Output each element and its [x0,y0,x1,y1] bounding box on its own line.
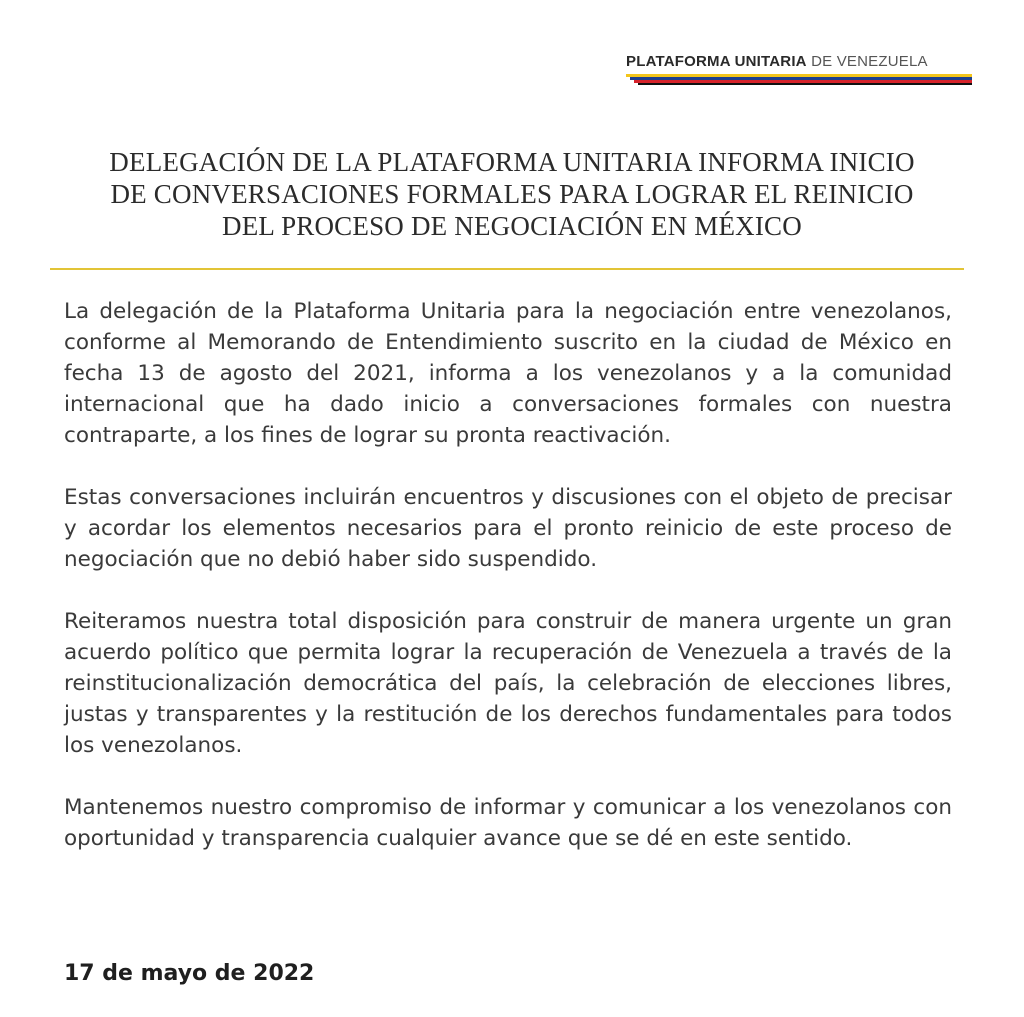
headline [60,146,964,242]
paragraph-3: Reiteramos nuestra total disposición para construir de manera urgente un gran acuerdo político que permita lograr la recuperación de Venezuela a través de la reinstitucionalización democrática del país, la celebración de elecciones libres, justas y transparentes y la restitución de los derechos fundamentales para todos los venezolanos. [64,609,952,758]
paragraph-4: Mantenemos nuestro compromiso de informar y comunicar a los venezolanos con oportunidad y transparencia cualquier avance que se dé en este sentido. [64,795,952,851]
headline-divider [50,268,964,270]
brand-logo [626,52,976,86]
stripe-black [638,83,972,85]
headline-line-1: DELEGACIÓN DE LA PLATAFORMA UNITARIA INFORMA INICIO [109,147,915,177]
paragraph-1: La delegación de la Plataforma Unitaria para la negociación entre venezolanos, conforme al Memorando de Entendimiento suscrito en la ciudad de México en fecha 13 de agosto del 2021, informa a los venezolanos y a la comunidad internacional que ha dado inicio a conversaciones formales con nuestra contraparte, a los fines de lograr su pronta reactivación. [64,299,952,448]
statement-date: 17 de mayo de 2022 [64,961,315,986]
brand-wordmark [626,52,976,72]
brand-name-light: DE VENEZUELA [806,53,928,70]
paragraph-2: Estas conversaciones incluirán encuentros y discusiones con el objeto de precisar y acordar los elementos necesarios para el pronto reinicio de este proceso de negociación que no debió haber sido suspendido. [64,485,952,572]
brand-name-bold: PLATAFORMA UNITARIA [626,53,807,70]
headline-line-2: DE CONVERSACIONES FORMALES PARA LOGRAR EL REINICIO [110,179,914,209]
statement-body [64,296,952,885]
flag-stripes [626,74,976,86]
headline-line-3: DEL PROCESO DE NEGOCIACIÓN EN MÉXICO [222,211,802,241]
